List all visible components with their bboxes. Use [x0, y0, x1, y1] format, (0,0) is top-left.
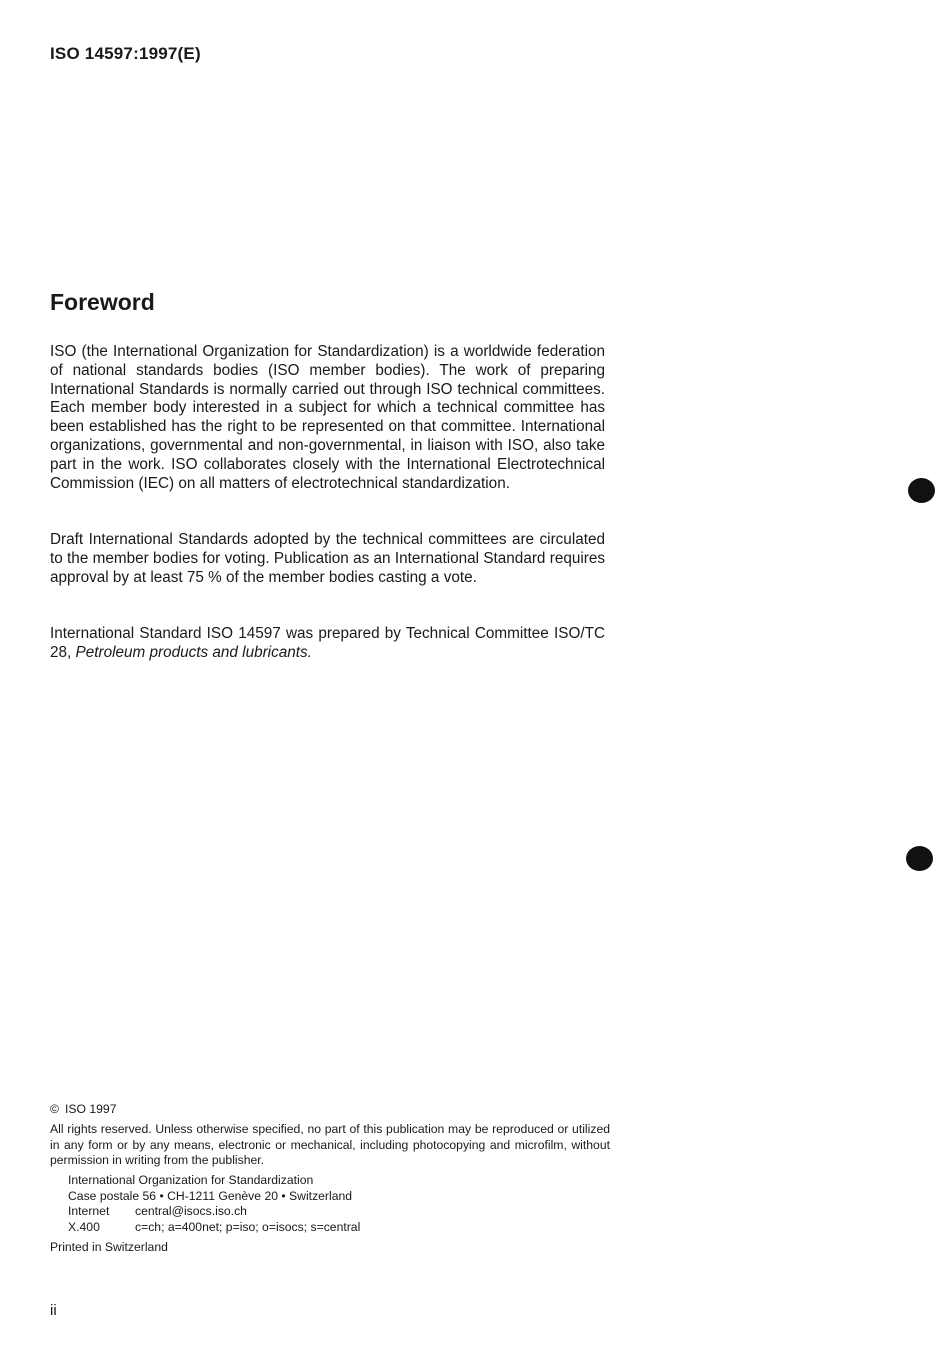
address-internet — [68, 1204, 360, 1220]
punch-hole-mark — [908, 478, 935, 503]
publisher-address — [68, 1173, 360, 1235]
document-reference: ISO 14597:1997(E) — [50, 44, 201, 63]
x400-value: c=ch; a=400net; p=iso; o=isocs; s=central — [135, 1219, 361, 1234]
foreword-title: Foreword — [50, 289, 155, 315]
copyright-text: ISO 1997 — [64, 1102, 117, 1116]
copyright-line — [50, 1102, 116, 1118]
address-org: International Organization for Standardization — [68, 1173, 314, 1187]
internet-label: Internet — [68, 1204, 110, 1218]
punch-hole-mark — [906, 846, 933, 871]
x400-label: X.400 — [68, 1219, 100, 1234]
address-postal: Case postale 56 • CH-1211 Genève 20 • Switzerland — [68, 1188, 353, 1203]
foreword-paragraph-2: Draft International Standards adopted by the technical committees are circulated to the member bodies for voting. Publication as an International Standard requires approval by at least 75 % of the member bodies casting a vote. — [50, 531, 605, 586]
printed-note: Printed in Switzerland — [50, 1240, 168, 1254]
address-x400 — [68, 1220, 360, 1236]
committee-title: Petroleum products and lubricants. — [75, 643, 312, 661]
foreword-paragraph-3-lead: International Standard ISO 14597 was prepared by Technical Committee ISO/TC 28, — [50, 625, 605, 661]
page-number: ii — [50, 1302, 57, 1319]
foreword-paragraph-1: ISO (the International Organization for Standardization) is a worldwide federation of national standards bodies (ISO member bodies). The work of preparing International Standards is normally carried out through ISO technical committees. Each member body interested in a subject for which a technical committee has been established has the right to be represented on that committee. International organizations, governmental and non-governmental, in liaison with ISO, also take part in the work. ISO collaborates closely with the International Electrotechnical Commission (IEC) on all matters of electrotechnical standardization. — [50, 343, 605, 492]
rights-statement: All rights reserved. Unless otherwise specified, no part of this publication may be reproduced or utilized in any form or by any means, electronic or mechanical, including photocopying and microfilm, without permission in writing from the publisher. — [50, 1122, 610, 1167]
foreword-paragraph-3 — [50, 625, 605, 663]
copyright-icon: © — [50, 1102, 59, 1116]
internet-value: central@isocs.iso.ch — [135, 1204, 247, 1218]
